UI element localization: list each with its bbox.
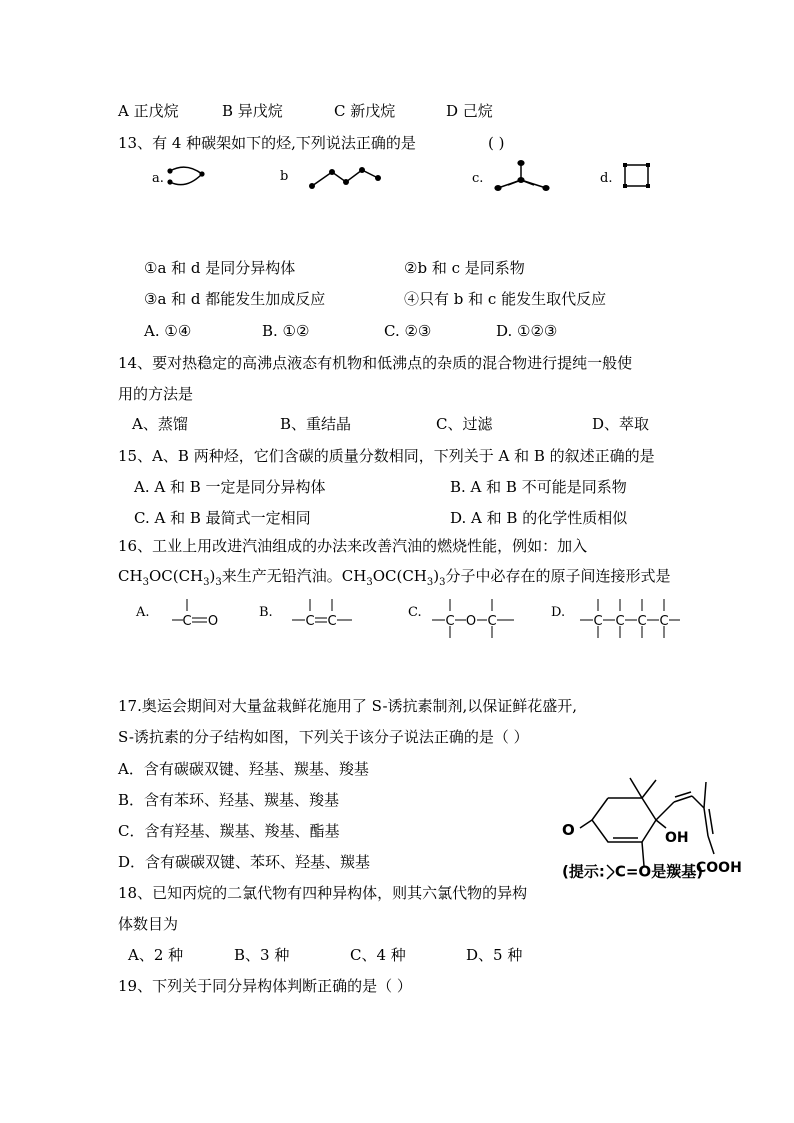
q16-stem-line2: $CH_3OC(CH_3)_3$来生产无铅汽油。$CH_3OC(CH_3)_3$分子中必存在的原子间连接形式是 xyxy=(118,567,671,588)
q16-structure-c xyxy=(430,596,520,640)
q16-stem-line1: 16、工业上用改进汽油组成的办法来改善汽油的燃烧性能，例如：加入 xyxy=(118,537,588,555)
q17-hint: (提示: C=O是羰基) xyxy=(562,862,704,881)
q13-statement-4: ④只有 b 和 c 能发生取代反应 xyxy=(404,290,607,308)
q15-option-b: B. A 和 B 不可能是同系物 xyxy=(450,478,627,496)
q15-option-d: D. A 和 B 的化学性质相似 xyxy=(450,509,628,527)
q18-option-d: D、5 种 xyxy=(466,946,523,964)
q17-option-d: D．含有碳碳双键、苯环、羟基、羰基 xyxy=(118,853,371,871)
q12-option-a: A 正戊烷 xyxy=(118,102,179,120)
q14-option-a: A、蒸馏 xyxy=(132,415,188,433)
q16-label-c: C. xyxy=(408,605,422,620)
atom-c: C xyxy=(487,614,497,629)
q13-skeleton-d xyxy=(620,160,656,192)
q13-skeleton-b xyxy=(308,164,384,192)
q13-option-b: B. ①② xyxy=(262,322,310,340)
atom-o: O xyxy=(207,614,219,629)
q13-skeleton-a xyxy=(164,160,214,194)
atom-c: C xyxy=(445,614,455,629)
q17-stem-line2: S-诱抗素的分子结构如图，下列关于该分子说法正确的是（ ） xyxy=(118,728,529,746)
q12-option-c: C 新戊烷 xyxy=(334,102,396,120)
atom-c: C xyxy=(593,614,603,629)
q18-stem-line2: 体数目为 xyxy=(118,915,179,933)
atom-o: O xyxy=(465,614,477,629)
q13-option-d: D. ①②③ xyxy=(496,322,558,340)
q16-formula-1: $CH_3OC(CH_3)_3$ xyxy=(118,567,222,588)
ketone-oxygen-label: O xyxy=(562,821,575,839)
q14-stem-line1: 14、要对热稳定的高沸点液态有机物和低沸点的杂质的混合物进行提纯一般使 xyxy=(118,354,633,372)
atom-c: C xyxy=(305,614,315,629)
q13-answer-paren: ( ) xyxy=(488,134,505,152)
q12-option-d: D 己烷 xyxy=(446,102,493,120)
atom-c: C xyxy=(637,614,647,629)
q18-stem-line1: 18、已知丙烷的二氯代物有四种异构体，则其六氯代物的异构 xyxy=(118,884,528,902)
q13-label-c: c. xyxy=(472,171,484,186)
q17-stem-line1: 17.奥运会期间对大量盆栽鲜花施用了 S-诱抗素制剂,以保证鲜花盛开, xyxy=(118,697,578,715)
q15-option-a: A. A 和 B 一定是同分异构体 xyxy=(134,478,326,496)
q12-option-b: B 异戊烷 xyxy=(222,102,283,120)
q15-stem: 15、A、B 两种烃，它们含碳的质量分数相同，下列关于 A 和 B 的叙述正确的是 xyxy=(118,447,655,465)
q17-option-c: C．含有羟基、羰基、羧基、酯基 xyxy=(118,822,340,840)
q16-label-a: A. xyxy=(136,605,150,620)
carbonyl-group: C=O xyxy=(614,862,652,881)
q14-option-d: D、萃取 xyxy=(592,415,650,433)
atom-c: C xyxy=(182,614,192,629)
q14-option-b: B、重结晶 xyxy=(280,415,352,433)
q13-statement-2: ②b 和 c 是同系物 xyxy=(404,259,525,277)
q13-skeleton-c xyxy=(490,156,556,196)
q17-option-b: B．含有苯环、羟基、羰基、羧基 xyxy=(118,791,340,809)
atom-c: C xyxy=(615,614,625,629)
atom-c: C xyxy=(659,614,669,629)
q13-stem: 13、有 4 种碳架如下的烃,下列说法正确的是 xyxy=(118,134,416,152)
q16-structure-a xyxy=(170,596,226,630)
q13-label-d: d. xyxy=(600,171,613,186)
q13-option-a: A. ①④ xyxy=(144,322,192,340)
q19-stem: 19、下列关于同分异构体判断正确的是（ ） xyxy=(118,977,412,995)
q14-option-c: C、过滤 xyxy=(436,415,493,433)
q13-option-c: C. ②③ xyxy=(384,322,432,340)
carboxyl-label: COOH xyxy=(696,860,742,876)
q13-label-a: a. xyxy=(152,171,164,186)
q16-structure-d xyxy=(578,596,682,640)
q13-statement-1: ①a 和 d 是同分异构体 xyxy=(144,259,296,277)
q16-structure-b xyxy=(290,596,356,630)
q18-option-c: C、4 种 xyxy=(350,946,406,964)
hydroxyl-label: OH xyxy=(665,830,689,846)
q18-option-b: B、3 种 xyxy=(234,946,290,964)
atom-c: C xyxy=(327,614,337,629)
q14-stem-line2: 用的方法是 xyxy=(118,385,194,403)
q17-option-a: A．含有碳碳双键、羟基、羰基、羧基 xyxy=(118,760,369,778)
q16-label-b: B. xyxy=(259,605,273,620)
q16-label-d: D. xyxy=(551,605,566,620)
q16-formula-2: $CH_3OC(CH_3)_3$ xyxy=(341,567,446,588)
q15-option-c: C. A 和 B 最简式一定相同 xyxy=(134,509,311,527)
q13-statement-3: ③a 和 d 都能发生加成反应 xyxy=(144,290,326,308)
q18-option-a: A、2 种 xyxy=(128,946,184,964)
q13-label-b: b xyxy=(280,169,289,184)
